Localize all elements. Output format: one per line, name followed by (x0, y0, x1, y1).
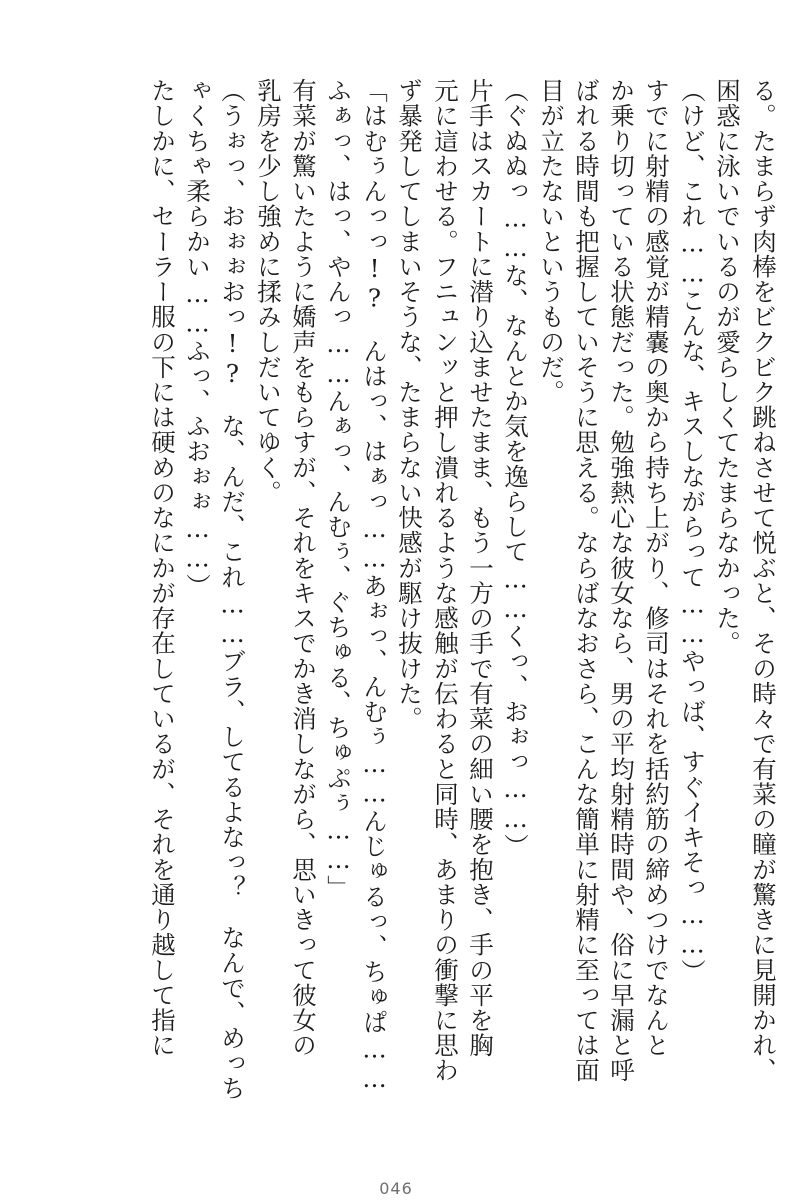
text-line: 乳房を少し強めに揉みしだいてゆく。 (254, 78, 283, 506)
text-line: 元に這わせる。フニュンッと押し潰れるような感触が伝わると同時、あまりの衝撃に思わ (431, 78, 460, 1083)
text-line: 有菜が驚いたように嬌声をもらすが、それをキスでかき消しながら、思いきって彼女の (289, 78, 318, 1058)
text-line: ばれる時間も把握していそうに思える。ならばなおさら、こんな簡単に射精に至っては面 (572, 78, 601, 1083)
text-line: ず暴発してしまいそうな、たまらない快感が駆け抜けた。 (395, 78, 424, 732)
text-line: （うぉっ、おぉぉおっ!? な、んだ、これ……ブラ、してるよなっ？ なんで、めっち (218, 78, 247, 1101)
page-number: 046 (379, 1179, 413, 1198)
text-line: る。たまらず肉棒をビクビク跳ねさせて悦ぶと、その時々で有菜の瞳が驚きに見開かれ、 (749, 78, 778, 1083)
text-line: 目が立たないというものだ。 (537, 78, 566, 405)
text-line: すでに射精の感覚が精嚢の奥から持ち上がり、修司はそれを括約筋の締めつけでなんと (642, 78, 671, 1058)
text-line: ふぁっ、はっ、やんっ……んぁっ、んむぅ、ぐちゅる、ちゅぷぅ……」 (324, 78, 353, 900)
text-line: ゃくちゃ柔らかい……ふっ、ふおぉぉ……） (183, 78, 212, 599)
vertical-text-block (0, 78, 792, 1138)
text-line: （ぐぬぬっ……な、なんとか気を逸らして……くっ、おぉっ……） (501, 78, 530, 859)
text-line: か乗り切っている状態だった。勉強熱心な彼女なら、男の平均射精時間や、俗に早漏と呼 (607, 78, 636, 1083)
text-line: たしかに、セーラー服の下には硬めのなにかが存在しているが、それを通り越して指に (148, 78, 177, 1058)
text-line: 片手はスカートに潜り込ませたまま、もう一方の手で有菜の細い腰を抱き、手の平を胸 (466, 78, 495, 1058)
text-line: （けど、これ……こんな、キスしながらって……やっば、すぐイキそっ……） (678, 78, 707, 985)
text-line: 「はむぅんっっ!? んはっ、はぁっ……あぉっ、んむぅ……んじゅるっ、ちゅぱ…… (360, 78, 389, 1094)
text-line: 困惑に泳いでいるのが愛らしくてたまらなかった。 (713, 78, 742, 656)
